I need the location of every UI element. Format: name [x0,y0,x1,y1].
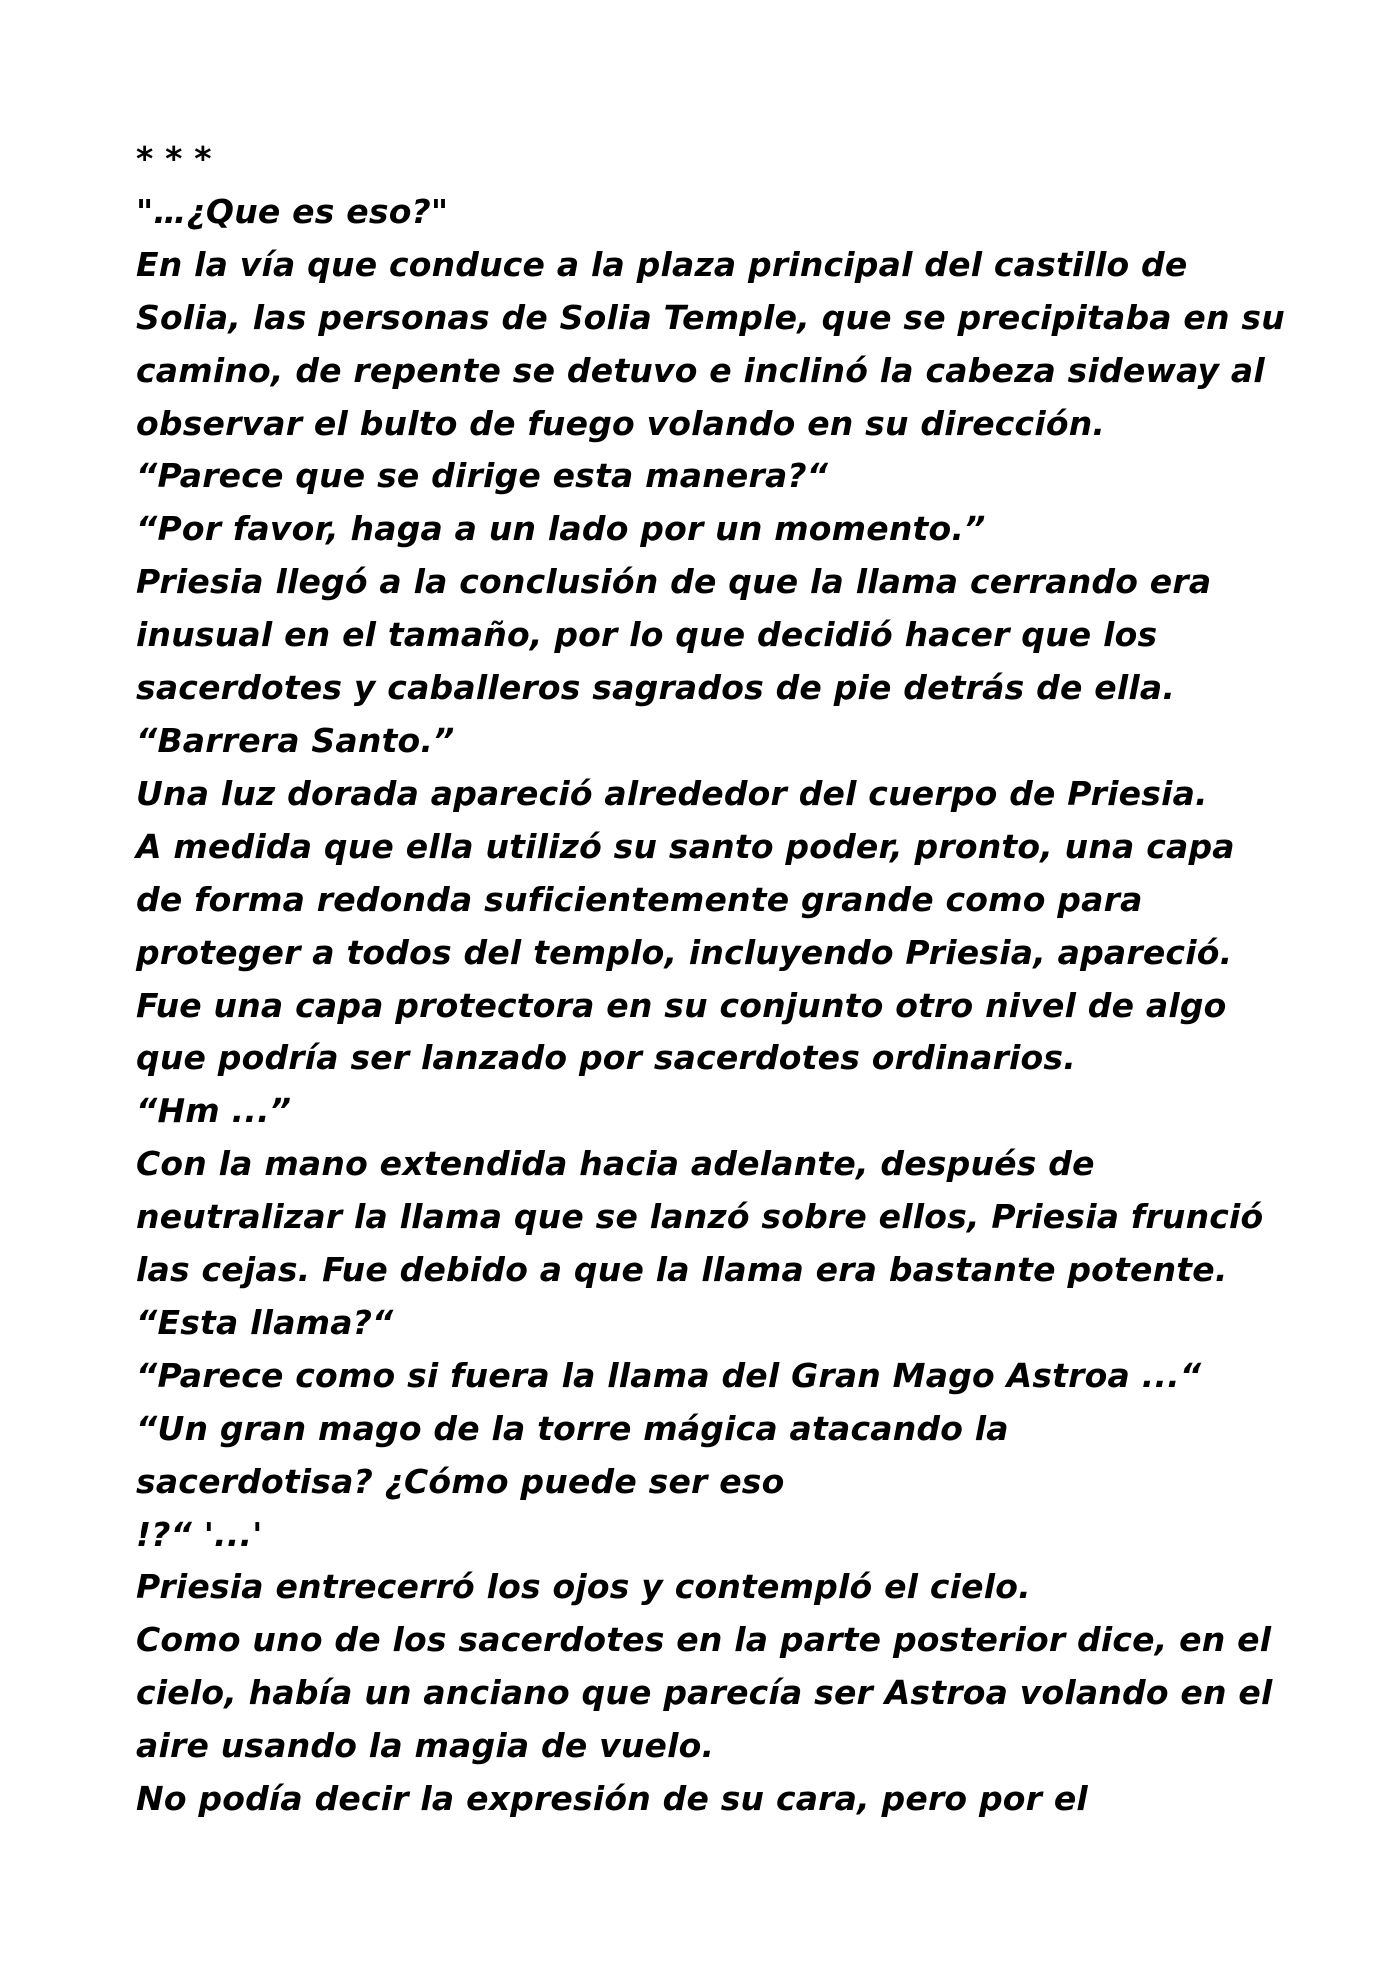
text-line: que podría ser lanzado por sacerdotes ordinarios. [136,1038,1077,1078]
text-line: Priesia llegó a la conclusión de que la llama cerrando era [136,562,1212,602]
text-line: las cejas. Fue debido a que la llama era bastante potente. [136,1250,1228,1290]
text-line: proteger a todos del templo, incluyendo Priesia, apareció. [136,932,1233,972]
text-line: observar el bulto de fuego volando en su dirección. [136,403,1106,443]
text-line: de forma redonda suficientemente grande como para [136,879,1143,919]
text-line: sacerdotisa? ¿Cómo puede ser eso [136,1461,785,1501]
text-line: inusual en el tamaño, por lo que decidió hacer que los [136,615,1158,655]
text-line: “Por favor, haga a un lado por un momento.” [136,509,986,549]
text-line: Con la mano extendida hacia adelante, después de [136,1144,1095,1184]
text-line: “Hm ...” [136,1091,292,1131]
text-line: No podía decir la expresión de su cara, pero por el [136,1779,1088,1819]
text-line: Fue una capa protectora en su conjunto otro nivel de algo [136,985,1227,1025]
text-line: Una luz dorada apareció alrededor del cuerpo de Priesia. [136,773,1208,813]
text-line: sacerdotes y caballeros sagrados de pie detrás de ella. [136,668,1176,708]
body-text [136,133,1336,1826]
text-line: Priesia entrecerró los ojos y contempló el cielo. [136,1567,1031,1607]
text-line: !?“ '...' [136,1514,263,1554]
text-line: “Un gran mago de la torre mágica atacando la [136,1408,1009,1448]
text-line: Solia, las personas de Solia Temple, que se precipitaba en su [136,297,1285,337]
text-line: “Barrera Santo.” [136,720,455,760]
text-line: cielo, había un anciano que parecía ser Astroa volando en el [136,1673,1273,1713]
text-line: “Parece como si fuera la llama del Gran Mago Astroa ...“ [136,1355,1202,1395]
text-line: camino, de repente se detuvo e inclinó la cabeza sideway al [136,350,1265,390]
text-line: neutralizar la llama que se lanzó sobre ellos, Priesia frunció [136,1197,1264,1237]
text-line: Como uno de los sacerdotes en la parte posterior dice, en el [136,1620,1272,1660]
text-line: "…¿Que es eso?" [136,191,449,231]
text-line: En la vía que conduce a la plaza principal del castillo de [136,244,1188,284]
text-line: aire usando la magia de vuelo. [136,1726,715,1766]
text-line: “Parece que se dirige esta manera?“ [136,456,829,496]
text-line: A medida que ella utilizó su santo poder, pronto, una capa [136,826,1235,866]
text-line: * * * [136,139,212,178]
text-line: “Esta llama?“ [136,1302,394,1342]
